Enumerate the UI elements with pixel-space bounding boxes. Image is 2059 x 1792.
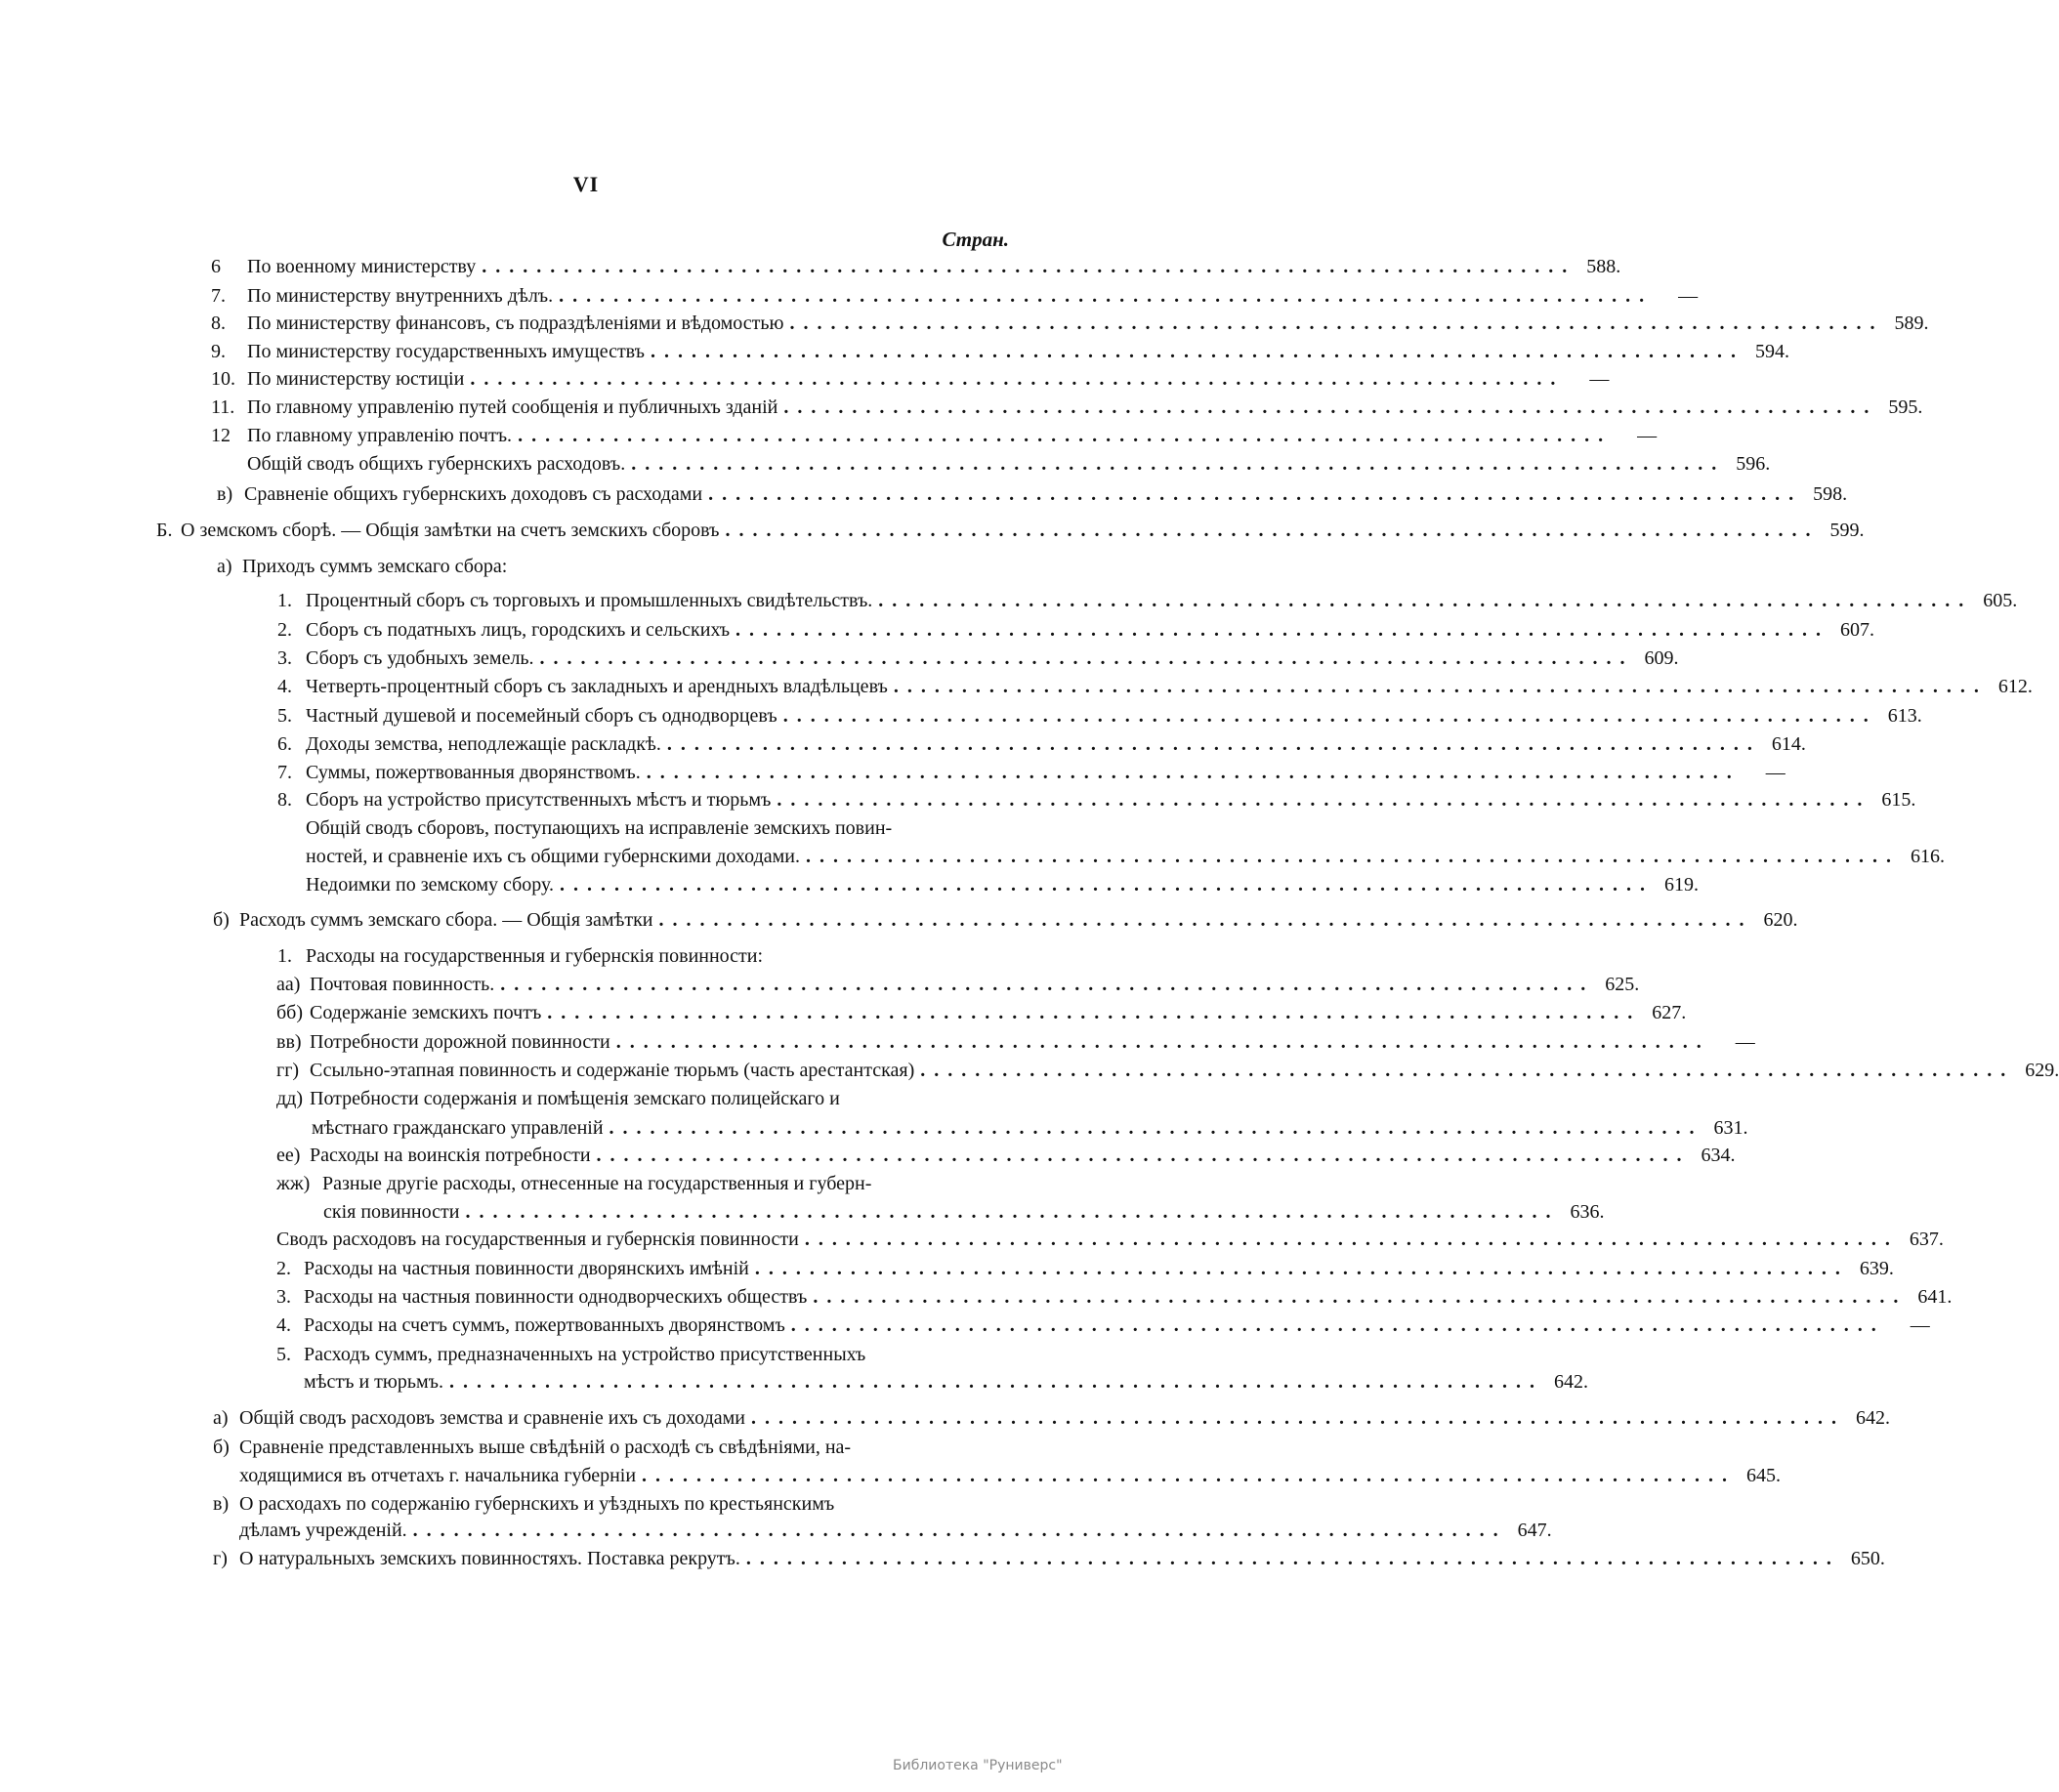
entry-page-number: 641. [1917, 1286, 1953, 1308]
dot-leader: ................................................................................ [642, 1465, 1737, 1486]
toc-entry [306, 844, 1945, 869]
entry-title: Расходы на счетъ суммъ, пожертвованныхъ дворянствомъ [304, 1314, 785, 1336]
entry-number: б) [213, 909, 230, 931]
entry-title: По главному управленію путей сообщенія и публичныхъ зданій [247, 396, 778, 418]
entry-page-number: 615. [1881, 789, 1916, 811]
entry-number: а) [217, 556, 232, 577]
dot-leader: ................................................................................ [650, 341, 1744, 362]
entry-number: в) [213, 1493, 230, 1515]
entry-page-number: — [1765, 762, 1786, 783]
entry-number: 6. [277, 733, 292, 755]
entry-title: Потребности дорожной повинности [310, 1031, 610, 1053]
toc-entry [276, 1029, 1755, 1055]
toc-entry [211, 395, 1923, 420]
toc-entry [211, 339, 1789, 364]
entry-page-number: 631. [1713, 1117, 1748, 1139]
entry-number: 1. [277, 590, 292, 611]
toc-entry [211, 254, 1621, 279]
entry-title: Процентный сборъ съ торговыхъ и промышленныхъ свидѣтельствъ. [306, 590, 873, 611]
toc-entry [277, 760, 1786, 785]
dot-leader: ................................................................................ [547, 1002, 1642, 1023]
entry-title: Общій сводъ расходовъ земства и сравненіе ихъ съ доходами [239, 1407, 745, 1429]
entry-title: Расходъ суммъ, предназначенныхъ на устройство присутственныхъ [304, 1344, 866, 1365]
entry-page-number: — [1735, 1031, 1755, 1053]
entry-number: г) [213, 1548, 228, 1569]
entry-page-number: 598. [1813, 483, 1848, 505]
entry-title: По министерству финансовъ, съ подраздѣленіями и вѣдомостью [247, 313, 784, 334]
toc-entry [247, 451, 1771, 477]
toc-entry [211, 311, 1929, 336]
dot-leader: ................................................................................ [735, 619, 1830, 641]
dot-leader: ................................................................................ [666, 733, 1761, 755]
toc-entry [213, 907, 1798, 933]
entry-title: мѣстъ и тюрьмъ. [304, 1371, 443, 1393]
entry-page-number: 650. [1850, 1548, 1885, 1569]
entry-page-number: 613. [1887, 705, 1922, 727]
toc-entry [277, 703, 1922, 729]
entry-title: Частный душевой и посемейный сборъ съ однодворцевъ [306, 705, 777, 727]
entry-title: Разные другіе расходы, отнесенные на государственныя и губерн- [322, 1173, 872, 1194]
toc-entry [276, 1058, 2059, 1083]
entry-title: Суммы, пожертвованныя дворянствомъ. [306, 762, 641, 783]
page-folio: VI [572, 172, 600, 196]
entry-title: По главному управленію почтъ. [247, 425, 513, 446]
dot-leader: ................................................................................ [782, 705, 1877, 727]
entry-number: б) [213, 1437, 230, 1458]
entry-number: аа) [276, 974, 301, 995]
toc-entry [276, 1227, 1944, 1252]
entry-page-number: 645. [1746, 1465, 1782, 1486]
entry-title: По министерству юстиціи [247, 368, 465, 390]
entry-title: Расходы на частныя повинности однодворческихъ обществъ [304, 1286, 808, 1308]
entry-title: Сравненіе общихъ губернскихъ доходовъ съ расходами [244, 483, 703, 505]
dot-leader: ................................................................................ [658, 909, 1753, 931]
dot-leader: ................................................................................ [448, 1371, 1543, 1393]
library-watermark: Библиотека "Руниверс" [893, 1758, 1063, 1773]
entry-page-number: 605. [1983, 590, 2018, 611]
entry-number: 11. [211, 396, 235, 418]
toc-entry [211, 366, 1610, 392]
entry-page-number: 619. [1664, 874, 1700, 896]
dot-leader: ................................................................................ [615, 1031, 1710, 1053]
entry-title: По военному министерству [247, 256, 477, 277]
entry-page-number: 625. [1605, 974, 1640, 995]
dot-leader: ................................................................................ [725, 520, 1820, 541]
entry-number: 8. [211, 313, 226, 334]
dot-leader: ................................................................................ [920, 1060, 2015, 1081]
entry-title: Ссыльно-этапная повинность и содержаніе тюрьмъ (часть арестантская) [310, 1060, 915, 1081]
entry-title: Сборъ съ податныхъ лицъ, городскихъ и сельскихъ [306, 619, 731, 641]
dot-leader: ................................................................................ [754, 1258, 1849, 1279]
entry-page-number: 609. [1644, 647, 1679, 669]
entry-page-number: 647. [1517, 1520, 1552, 1541]
entry-page-number: 642. [1553, 1371, 1588, 1393]
entry-title: Общій сводъ сборовъ, поступающихъ на исправленіе земскихъ повин- [306, 817, 893, 839]
toc-entry [306, 872, 1700, 897]
entry-page-number: 589. [1894, 313, 1929, 334]
entry-title: По министерству государственныхъ имуществъ [247, 341, 645, 362]
dot-leader: ................................................................................ [539, 647, 1634, 669]
entry-title: Четверть-процентный сборъ съ закладныхъ и арендныхъ владѣльцевъ [306, 676, 888, 697]
dot-leader: ................................................................................ [813, 1286, 1908, 1308]
toc-entry [323, 1199, 1605, 1225]
dot-leader: ................................................................................ [596, 1145, 1691, 1166]
dot-leader: ................................................................................ [751, 1407, 1845, 1429]
entry-title: Сводъ расходовъ на государственныя и губернскія повинности [276, 1229, 799, 1250]
toc-entry [312, 1115, 1748, 1141]
toc-entry [213, 1491, 1007, 1517]
entry-page-number: 629. [2025, 1060, 2059, 1081]
dot-leader: ................................................................................ [560, 874, 1655, 896]
entry-title: Общій сводъ общихъ губернскихъ расходовъ. [247, 453, 626, 475]
toc-entry [213, 1546, 1885, 1571]
entry-number: 10. [211, 368, 235, 390]
entry-page-number: 637. [1909, 1229, 1944, 1250]
entry-number: жж) [276, 1173, 311, 1194]
dot-leader: ................................................................................ [559, 285, 1654, 307]
toc-entry [276, 972, 1640, 997]
entry-number: 7. [277, 762, 292, 783]
entry-title: ностей, и сравненіе ихъ съ общими губернскими доходами. [306, 846, 800, 867]
dot-leader: ................................................................................ [609, 1117, 1703, 1139]
toc-entry [276, 1256, 1894, 1281]
entry-number: 6 [211, 256, 221, 277]
entry-number: 4. [277, 676, 292, 697]
dot-leader: ................................................................................ [646, 762, 1741, 783]
entry-title: Недоимки по земскому сбору. [306, 874, 555, 896]
entry-title: ходящимися въ отчетахъ г. начальника губерніи [239, 1465, 637, 1486]
entry-title: Содержаніе земскихъ почтъ [310, 1002, 542, 1023]
entry-title: По министерству внутреннихъ дѣлъ. [247, 285, 554, 307]
entry-page-number: 642. [1856, 1407, 1890, 1429]
dot-leader: ................................................................................ [500, 974, 1595, 995]
entry-page-number: 607. [1840, 619, 1875, 641]
entry-number: ее) [276, 1145, 301, 1166]
entry-page-number: — [1637, 425, 1658, 446]
toc-entry [276, 1342, 1007, 1367]
entry-title: скія повинности [323, 1201, 460, 1223]
toc-entry [276, 1284, 1953, 1310]
entry-page-number: — [1678, 285, 1699, 307]
entry-page-number: 599. [1829, 520, 1865, 541]
entry-number: дд) [276, 1088, 304, 1109]
entry-page-number: 614. [1771, 733, 1806, 755]
toc-entry [213, 1435, 1007, 1460]
entry-title: Расходы на частныя повинности дворянскихъ имѣній [304, 1258, 749, 1279]
dot-leader: ................................................................................ [482, 256, 1576, 277]
toc-entry [277, 787, 1916, 813]
entry-title: мѣстнаго гражданскаго управленій [312, 1117, 604, 1139]
toc-entry [276, 1143, 1736, 1168]
dot-leader: ................................................................................ [518, 425, 1613, 446]
entry-title: Расходы на воинскія потребности [310, 1145, 591, 1166]
entry-page-number: — [1910, 1314, 1930, 1336]
entry-number: 5. [276, 1344, 291, 1365]
entry-number: гг) [276, 1060, 300, 1081]
entry-page-number: 588. [1586, 256, 1621, 277]
entry-page-number: 595. [1888, 396, 1923, 418]
page-column-header: Стран. [942, 228, 1009, 251]
entry-number: 4. [276, 1314, 291, 1336]
entry-number: а) [213, 1407, 229, 1429]
toc-entry [277, 731, 1806, 757]
toc-entry [306, 815, 1007, 841]
entry-number: 2. [277, 619, 292, 641]
entry-page-number: 594. [1754, 341, 1789, 362]
entry-title: Расходъ суммъ земскаго сбора. — Общія замѣтки [239, 909, 653, 931]
entry-number: 3. [276, 1286, 291, 1308]
entry-title: Почтовая повинность. [310, 974, 495, 995]
entry-page-number: — [1589, 368, 1610, 390]
toc-entry [277, 674, 2033, 699]
toc-entry [156, 518, 1865, 543]
entry-title: О земскомъ сборѣ. — Общія замѣтки на счетъ земскихъ сборовъ [181, 520, 720, 541]
entry-number: бб) [276, 1002, 304, 1023]
toc-entry [217, 481, 1848, 507]
entry-title: О расходахъ по содержанію губернскихъ и уѣздныхъ по крестьянскимъ [239, 1493, 835, 1515]
toc-entry [276, 1171, 1007, 1196]
entry-page-number: 620. [1763, 909, 1798, 931]
entry-title: Сравненіе представленныхъ выше свѣдѣній о расходѣ съ свѣдѣніями, на- [239, 1437, 852, 1458]
entry-title: Сборъ на устройство присутственныхъ мѣстъ и тюрьмъ [306, 789, 772, 811]
toc-entry [277, 943, 1007, 969]
entry-page-number: 616. [1911, 846, 1945, 867]
entry-page-number: 596. [1736, 453, 1771, 475]
dot-leader: ................................................................................ [412, 1520, 1507, 1541]
dot-leader: ................................................................................ [745, 1548, 1840, 1569]
entry-page-number: 636. [1570, 1201, 1605, 1223]
toc-entry [276, 1313, 1930, 1338]
toc-entry [277, 588, 2018, 613]
entry-number: 7. [211, 285, 226, 307]
toc-entry [213, 1405, 1890, 1431]
dot-leader: ................................................................................ [470, 368, 1565, 390]
entry-number: в) [217, 483, 233, 505]
dot-leader: ................................................................................ [893, 676, 1988, 697]
toc-entry [277, 646, 1679, 671]
dot-leader: ................................................................................ [777, 789, 1871, 811]
dot-leader: ................................................................................ [806, 846, 1900, 867]
entry-title: Доходы земства, неподлежащіе раскладкѣ. [306, 733, 661, 755]
toc-entry [276, 1000, 1687, 1025]
toc-entry [239, 1463, 1782, 1488]
dot-leader: ................................................................................ [789, 313, 1884, 334]
entry-title: дѣламъ учрежденій. [239, 1520, 407, 1541]
toc-entry [277, 617, 1875, 643]
entry-number: 12 [211, 425, 231, 446]
entry-page-number: 639. [1859, 1258, 1894, 1279]
entry-number: 9. [211, 341, 226, 362]
entry-number: Б. [156, 520, 173, 541]
toc-entry [276, 1086, 1007, 1111]
toc-entry [217, 554, 1007, 579]
toc-entry [211, 423, 1658, 448]
entry-number: вв) [276, 1031, 302, 1053]
dot-leader: ................................................................................ [804, 1229, 1899, 1250]
dot-leader: ................................................................................ [878, 590, 1973, 611]
entry-number: 8. [277, 789, 292, 811]
entry-title: Расходы на государственныя и губернскія повинности: [306, 945, 764, 967]
dot-leader: ................................................................................ [631, 453, 1726, 475]
entry-number: 2. [276, 1258, 291, 1279]
dot-leader: ................................................................................ [783, 396, 1878, 418]
entry-number: 1. [277, 945, 292, 967]
entry-number: 3. [277, 647, 292, 669]
toc-entry [211, 283, 1699, 309]
entry-page-number: 627. [1652, 1002, 1687, 1023]
dot-leader: ................................................................................ [708, 483, 1803, 505]
dot-leader: ................................................................................ [790, 1314, 1885, 1336]
entry-title: Потребности содержанія и помѣщенія земскаго полицейскаго и [310, 1088, 840, 1109]
toc-entry [304, 1369, 1588, 1395]
entry-title: Сборъ съ удобныхъ земель. [306, 647, 534, 669]
toc-entry [239, 1518, 1552, 1543]
dot-leader: ................................................................................ [465, 1201, 1560, 1223]
entry-title: Приходъ суммъ земскаго сбора: [242, 556, 508, 577]
entry-page-number: 612. [1997, 676, 2033, 697]
entry-page-number: 634. [1701, 1145, 1736, 1166]
entry-number: 5. [277, 705, 292, 727]
entry-title: О натуральныхъ земскихъ повинностяхъ. Поставка рекрутъ. [239, 1548, 740, 1569]
